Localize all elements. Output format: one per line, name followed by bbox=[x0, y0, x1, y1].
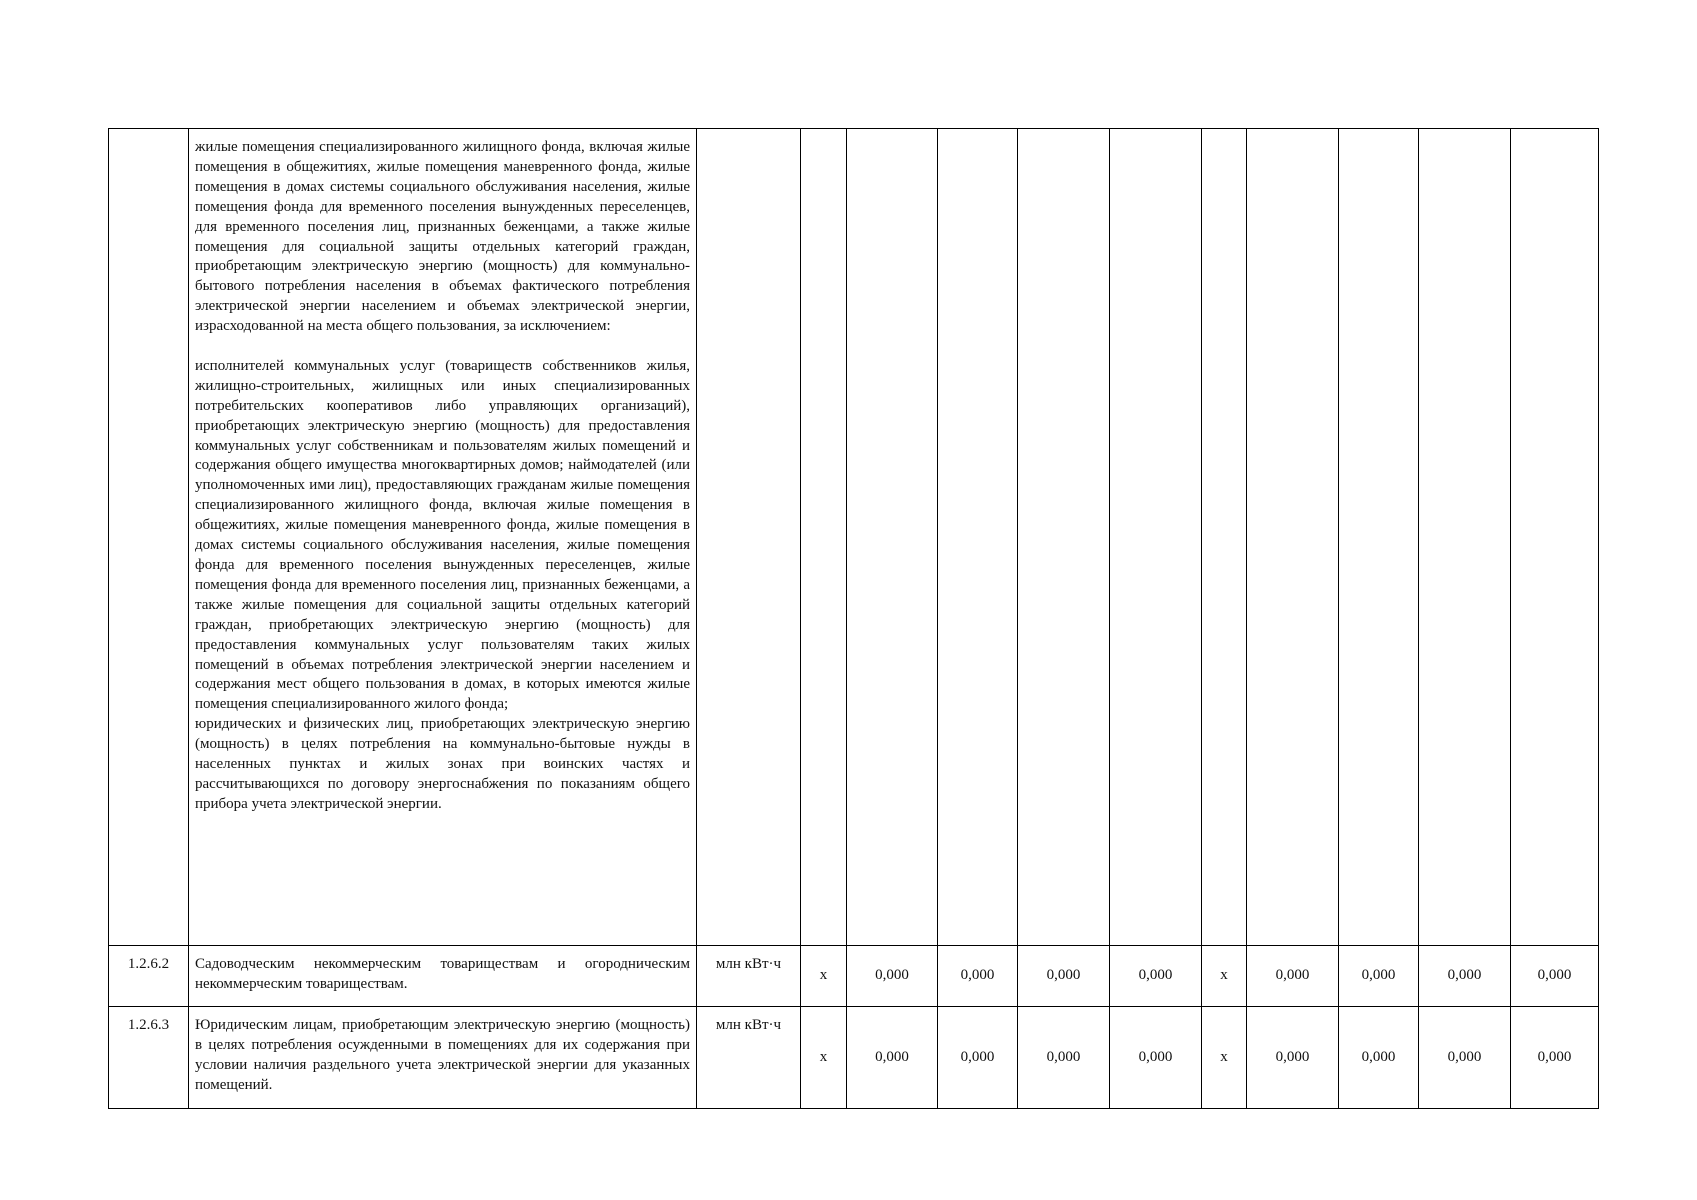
value-cell: x bbox=[801, 1007, 847, 1109]
paragraph: Юридическим лицам, приобретающим электрическую энергию (мощность) в целях потребления осужденными в помещениях для их содержания при условии наличия раздельного учета электрической энергии для указанных помещений. bbox=[195, 1017, 690, 1093]
value-cell bbox=[1247, 129, 1339, 946]
paragraph-spacer bbox=[195, 337, 690, 357]
value-cell: 0,000 bbox=[847, 1007, 938, 1109]
value-cell bbox=[1018, 129, 1110, 946]
value-cell bbox=[938, 129, 1018, 946]
value-cell: 0,000 bbox=[1339, 1007, 1419, 1109]
value-cell bbox=[1419, 129, 1511, 946]
value-cell bbox=[847, 129, 938, 946]
value-cell: 0,000 bbox=[1018, 1007, 1110, 1109]
value-cell bbox=[1202, 129, 1247, 946]
row-number bbox=[109, 129, 189, 946]
table-row bbox=[109, 1007, 1599, 1109]
value-cell: 0,000 bbox=[1247, 946, 1339, 1007]
value-cell: 0,000 bbox=[938, 1007, 1018, 1109]
row-number: 1.2.6.3 bbox=[109, 1007, 189, 1109]
value-cell bbox=[1339, 129, 1419, 946]
unit-cell bbox=[697, 129, 801, 946]
table-row bbox=[109, 129, 1599, 946]
value-cell: 0,000 bbox=[847, 946, 938, 1007]
paragraph: исполнителей коммунальных услуг (товариществ собственников жилья, жилищно-строительных, жилищных или иных специализированных потребительских кооперативов либо управляющих организаций), приобретающих электрическую энергию (мощность) для предоставления коммунальных услуг собственникам и пользователям жилых помещений и содержания общего имущества многоквартирных домов; наймодателей (или уполномоченных ими лиц), предоставляющих гражданам жилые помещения специализированного жилищного фонда, включая жилые помещения в общежитиях, жилые помещения маневренного фонда, жилые помещения в домах системы социального обслуживания населения, жилые помещения фонда для временного поселения вынужденных переселенцев, жилые помещения фонда для временного поселения лиц, признанных беженцами, а также жилые помещения для социальной защиты отдельных категорий граждан, приобретающих электрическую энергию (мощность) для предоставления коммунальных услуг пользователям таких жилых помещений в объемах потребления электрической энергии населением и содержания мест общего пользования в домах, в которых имеются жилые помещения специализированного жилого фонда; bbox=[195, 357, 690, 713]
value-cell: 0,000 bbox=[1110, 946, 1202, 1007]
value-cell: 0,000 bbox=[1419, 1007, 1511, 1109]
row-description bbox=[189, 129, 697, 946]
value-cell: x bbox=[801, 946, 847, 1007]
document-table bbox=[108, 128, 1599, 1109]
paragraph: жилые помещения специализированного жилищного фонда, включая жилые помещения в общежитиях, жилые помещения маневренного фонда, жилые помещения в домах системы социального обслуживания населения, жилые помещения фонда для временного поселения вынужденных переселенцев, для временного поселения лиц, признанных беженцами, а также жилые помещения для социальной защиты отдельных категорий граждан, приобретающим электрическую энергию (мощность) для коммунально-бытового потребления населения в объемах фактического потребления электрической энергии населением и объемах электрической энергии, израсходованной на места общего пользования, за исключением: bbox=[195, 139, 690, 335]
row-number: 1.2.6.2 bbox=[109, 946, 189, 1007]
value-cell: 0,000 bbox=[938, 946, 1018, 1007]
unit-cell: млн кВт·ч bbox=[697, 1007, 801, 1109]
value-cell: 0,000 bbox=[1511, 946, 1599, 1007]
unit-cell: млн кВт·ч bbox=[697, 946, 801, 1007]
value-cell: 0,000 bbox=[1511, 1007, 1599, 1109]
value-cell bbox=[1110, 129, 1202, 946]
value-cell bbox=[1511, 129, 1599, 946]
value-cell: x bbox=[1202, 1007, 1247, 1109]
table-row bbox=[109, 946, 1599, 1007]
row-description bbox=[189, 946, 697, 1007]
value-cell: 0,000 bbox=[1018, 946, 1110, 1007]
row-description bbox=[189, 1007, 697, 1109]
value-cell: 0,000 bbox=[1419, 946, 1511, 1007]
value-cell bbox=[801, 129, 847, 946]
paragraph: Садоводческим некоммерческим товариществам и огородническим некоммерческим товариществам. bbox=[195, 956, 690, 992]
paragraph: юридических и физических лиц, приобретающих электрическую энергию (мощность) в целях потребления на коммунально-бытовые нужды в населенных пунктах и жилых зонах при воинских частях и рассчитывающихся по договору энергоснабжения по показаниям общего прибора учета электрической энергии. bbox=[195, 716, 690, 812]
value-cell: 0,000 bbox=[1110, 1007, 1202, 1109]
value-cell: 0,000 bbox=[1247, 1007, 1339, 1109]
value-cell: 0,000 bbox=[1339, 946, 1419, 1007]
value-cell: x bbox=[1202, 946, 1247, 1007]
